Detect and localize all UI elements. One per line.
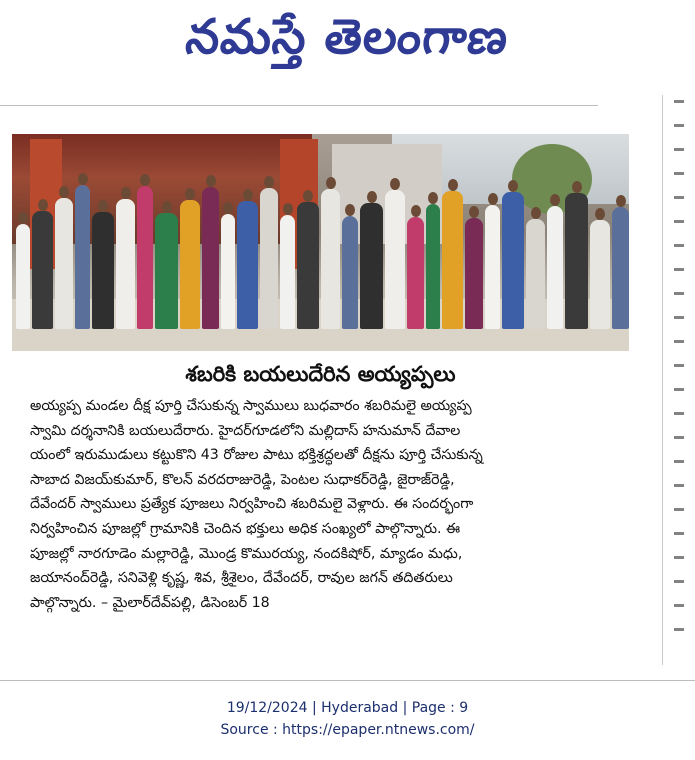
person-figure xyxy=(260,188,278,329)
person-figure xyxy=(547,206,563,329)
source-link[interactable]: Source : https://epaper.ntnews.com/ xyxy=(220,722,475,738)
person-head xyxy=(345,204,355,216)
person-figure xyxy=(16,224,30,329)
article-line: నిర్వహించిన పూజల్లో గ్రామానికి చెందిన భక్తులు అధిక సంఖ్యలో పాల్గొన్నారు. ఈ xyxy=(30,520,461,537)
photo-crowd xyxy=(12,179,629,329)
person-figure xyxy=(502,192,524,329)
person-figure xyxy=(612,207,629,329)
person-head xyxy=(264,176,274,188)
person-head xyxy=(469,206,479,218)
person-head xyxy=(550,194,560,206)
person-head xyxy=(572,181,582,193)
person-head xyxy=(206,175,216,187)
person-figure xyxy=(442,191,463,329)
person-head xyxy=(616,195,626,207)
person-figure xyxy=(180,200,200,329)
person-head xyxy=(185,188,195,200)
article-photo xyxy=(12,134,629,351)
person-head xyxy=(595,208,605,220)
person-head xyxy=(508,180,518,192)
person-figure xyxy=(55,198,73,329)
news-article xyxy=(12,134,629,669)
footer-divider xyxy=(0,680,695,681)
person-head xyxy=(531,207,541,219)
article-line: సాబాద విజయ్‌కుమార్‌, కొలన్‌ వరదరాజురెడ్డి, పెంటల సుధాకర్‌రెడ్డి, జైరాజ్‌రెడ్డి, xyxy=(30,471,455,488)
person-head xyxy=(162,201,172,213)
person-figure xyxy=(75,185,90,329)
person-head xyxy=(140,174,150,186)
person-head xyxy=(367,191,377,203)
person-figure xyxy=(280,215,295,329)
adjacent-column-fragment xyxy=(672,100,694,660)
person-head xyxy=(78,173,88,185)
person-figure xyxy=(565,193,588,329)
person-head xyxy=(488,193,498,205)
article-line: అయ్యప్ప మండల దీక్ష పూర్తి చేసుకున్న స్వాములు బుధవారం శబరిమలై అయ్యప్ప xyxy=(30,398,472,414)
person-head xyxy=(303,190,313,202)
article-line: స్వామి దర్శనానికి బయలుదేరారు. హైదర్‌గూడలోని మల్లిదాస్‌ హనుమాన్‌ దేవాల xyxy=(30,422,461,439)
person-head xyxy=(121,187,131,199)
person-head xyxy=(283,203,293,215)
person-figure xyxy=(297,202,319,329)
person-head xyxy=(243,189,253,201)
article-body xyxy=(30,394,620,615)
article-line: దేవేందర్‌ స్వాములు ప్రత్యేక పూజలు నిర్వహించి శబరిమలై వెళ్లారు. ఈ సందర్భంగా xyxy=(30,496,474,513)
person-figure xyxy=(32,211,53,329)
person-figure xyxy=(526,219,545,329)
person-head xyxy=(18,212,28,224)
person-figure xyxy=(342,216,358,329)
newspaper-logo: నమస్తే తెలంగాణ xyxy=(183,9,512,65)
person-head xyxy=(448,179,458,191)
article-line: యంలో ఇరుముడులు కట్టుకొని 43 రోజుల పాటు భక్తిశ్రద్ధలతో దీక్షను పూర్తి చేసుకున్న xyxy=(30,447,483,464)
article-line: జయానంద్‌రెడ్డి, సనివెళ్లి కృష్ణ, శివ, శ్రీశైలం, దేవేందర్‌, రావుల జగన్‌ తదితరులు xyxy=(30,570,453,587)
person-head xyxy=(326,177,336,189)
person-figure xyxy=(590,220,610,329)
person-head xyxy=(38,199,48,211)
person-figure xyxy=(321,189,340,329)
person-figure xyxy=(485,205,500,329)
header-divider xyxy=(0,105,598,106)
person-figure xyxy=(360,203,383,329)
article-line: పూజల్లో నారగూడెం మల్లారెడ్డి, మొండ్ర కొమురయ్య, నందకిషోర్‌, మ్యాడం మధు, xyxy=(30,545,463,562)
person-figure xyxy=(116,199,135,329)
person-figure xyxy=(155,213,178,329)
article-headline: శబరికి బయలుదేరిన అయ్యప్పలు xyxy=(185,362,456,386)
person-head xyxy=(223,202,233,214)
person-figure xyxy=(385,190,405,329)
person-figure xyxy=(92,212,114,329)
person-head xyxy=(98,200,108,212)
article-line: పాల్గొన్నారు. – మైలార్‌దేవ్‌పల్లి, డిసెంబర్‌ 18 xyxy=(30,594,270,611)
person-head xyxy=(390,178,400,190)
person-head xyxy=(428,192,438,204)
footer xyxy=(0,697,695,741)
person-figure xyxy=(426,204,440,329)
person-figure xyxy=(202,187,219,329)
person-head xyxy=(59,186,69,198)
column-divider xyxy=(662,95,663,665)
person-figure xyxy=(407,217,424,329)
person-figure xyxy=(221,214,235,329)
person-figure xyxy=(137,186,153,329)
masthead xyxy=(0,0,695,78)
person-figure xyxy=(465,218,483,329)
edition-dateline: 19/12/2024 | Hyderabad | Page : 9 xyxy=(226,700,469,716)
person-head xyxy=(411,205,421,217)
person-figure xyxy=(237,201,258,329)
